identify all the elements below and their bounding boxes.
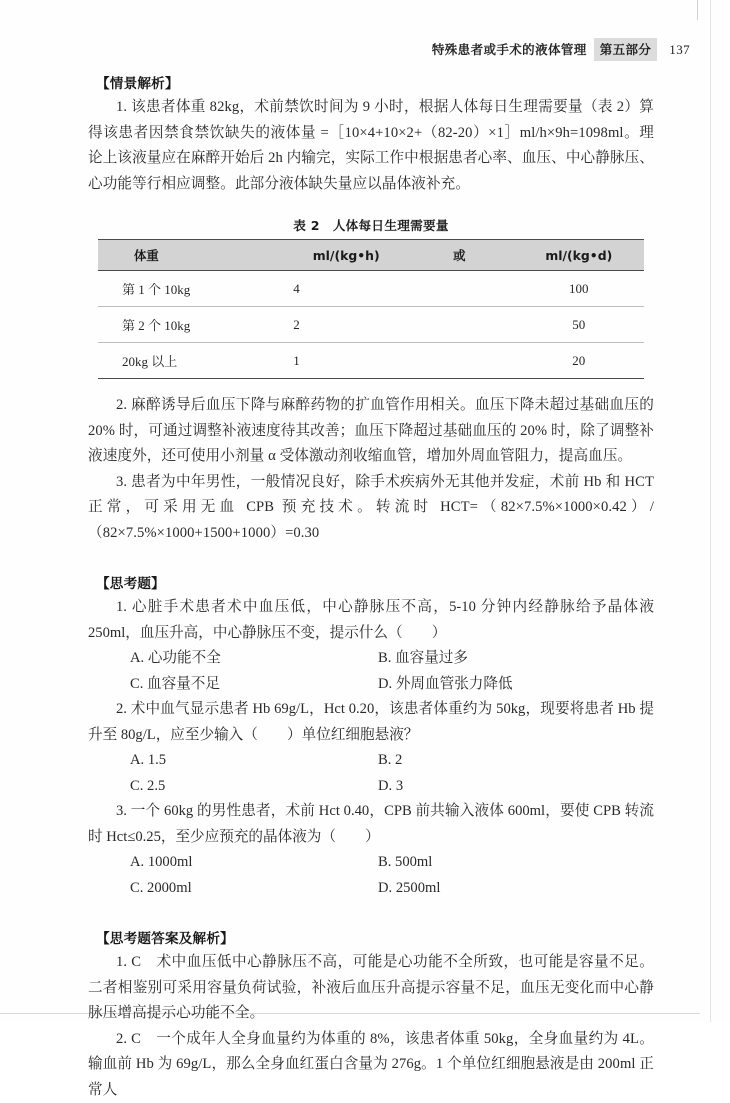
table-header-weight: 体重 (98, 240, 287, 271)
question-stem-2: 2. 术中血气显示患者 Hb 69g/L，Hct 0.20，该患者体重约为 50kg，现要将患者 Hb 提升至 80g/L，应至少输入（ ）单位红细胞悬液？ (88, 697, 654, 748)
cell-weight: 20kg 以上 (98, 343, 287, 379)
cell-ml-kg-d: 20 (514, 343, 644, 379)
cell-weight: 第 2 个 10kg (98, 307, 287, 343)
option-b[interactable]: B. 500ml (378, 850, 638, 876)
option-c[interactable]: C. 血容量不足 (130, 672, 378, 698)
table-header-or: 或 (405, 240, 513, 271)
table-header-ml-kg-d: ml/(kg•d) (514, 240, 644, 271)
running-head-title: 特殊患者或手术的液体管理 (432, 40, 587, 58)
option-b[interactable]: B. 血容量过多 (378, 646, 638, 672)
cell-ml-kg-h: 2 (287, 307, 405, 343)
table-caption: 表 2 人体每日生理需要量 (98, 215, 644, 234)
option-row (88, 646, 654, 672)
page-number: 137 (669, 42, 690, 58)
option-row (88, 672, 654, 698)
section-heading-case-analysis: 【情景解析】 (96, 72, 654, 92)
option-d[interactable]: D. 2500ml (378, 876, 638, 902)
table-head (98, 240, 644, 271)
table-block (98, 215, 644, 379)
cell-weight: 第 1 个 10kg (98, 271, 287, 307)
case-analysis-paragraph-1: 1. 该患者体重 82kg，术前禁饮时间为 9 小时，根据人体每日生理需要量（表 2）算得该患者因禁食禁饮缺失的液体量 =［10×4+10×2+（82-20）×1］ml/h×9h=1098ml。理论上该液量应在麻醉开始后 2h 内输完，实际工作中根据患者心率、血压、中心静脉压、心功能等行相应调整。此部分液体缺失量应以晶体液补充。 (88, 95, 654, 197)
option-a[interactable]: A. 心功能不全 (130, 646, 378, 672)
question-stem-1: 1. 心脏手术患者术中血压低，中心静脉压不高，5-10 分钟内经静脉给予晶体液 250ml，血压升高，中心静脉压不变，提示什么（ ） (88, 595, 654, 646)
section-heading-questions: 【思考题】 (96, 572, 654, 592)
option-a[interactable]: A. 1.5 (130, 748, 378, 774)
cell-ml-kg-d: 100 (514, 271, 644, 307)
cell-ml-kg-d: 50 (514, 307, 644, 343)
table-row (98, 271, 644, 307)
option-row (88, 876, 654, 902)
option-d[interactable]: D. 外周血管张力降低 (378, 672, 638, 698)
answer-explanation-1: 1. C 术中血压低中心静脉压不高，可能是心功能不全所致，也可能是容量不足。二者相鉴别可采用容量负荷试验，补液后血压升高提示容量不足，血压无变化而中心静脉压增高提示心功能不全。 (88, 950, 654, 1027)
daily-fluid-requirement-table (98, 239, 644, 379)
section-heading-answers: 【思考题答案及解析】 (96, 927, 654, 947)
cell-or (405, 307, 513, 343)
option-b[interactable]: B. 2 (378, 748, 638, 774)
scan-edge-right (710, 0, 711, 1022)
option-row (88, 748, 654, 774)
case-analysis-paragraph-2: 2. 麻醉诱导后血压下降与麻醉药物的扩血管作用相关。血压下降未超过基础血压的 20% 时，可通过调整补液速度待其改善；血压下降超过基础血压的 20% 时，除了调整补液速度外，还可使用小剂量 α 受体激动剂收缩血管，增加外周血管阻力，提高血压。 (88, 393, 654, 470)
table-row (98, 343, 644, 379)
option-c[interactable]: C. 2.5 (130, 774, 378, 800)
running-head (0, 38, 690, 61)
part-badge: 第五部分 (594, 38, 658, 61)
answer-explanation-2: 2. C 一个成年人全身血量约为体重的 8%，该患者体重 50kg，全身血量约为 4L。输血前 Hb 为 69g/L，那么全身血红蛋白含量为 276g。1 个单位红细胞悬液是由 200ml 正常人 (88, 1027, 654, 1103)
option-c[interactable]: C. 2000ml (130, 876, 378, 902)
table-header-ml-kg-h: ml/(kg•h) (287, 240, 405, 271)
option-d[interactable]: D. 3 (378, 774, 638, 800)
page-content (88, 72, 654, 1103)
option-row (88, 850, 654, 876)
table-body (98, 271, 644, 379)
option-a[interactable]: A. 1000ml (130, 850, 378, 876)
cell-or (405, 271, 513, 307)
case-analysis-paragraph-3: 3. 患者为中年男性，一般情况良好，除手术疾病外无其他并发症，术前 Hb 和 HCT 正常，可采用无血 CPB 预充技术。转流时 HCT=（82×7.5%×1000×0.42）/（82×7.5%×1000+1500+1000）=0.30 (88, 470, 654, 547)
cell-ml-kg-h: 1 (287, 343, 405, 379)
cell-or (405, 343, 513, 379)
cell-ml-kg-h: 4 (287, 271, 405, 307)
table-header-row (98, 240, 644, 271)
question-stem-3: 3. 一个 60kg 的男性患者，术前 Hct 0.40，CPB 前共输入液体 600ml，要使 CPB 转流时 Hct≤0.25，至少应预充的晶体液为（ ） (88, 799, 654, 850)
scan-edge-tick (697, 0, 698, 20)
option-row (88, 774, 654, 800)
table-row (98, 307, 644, 343)
